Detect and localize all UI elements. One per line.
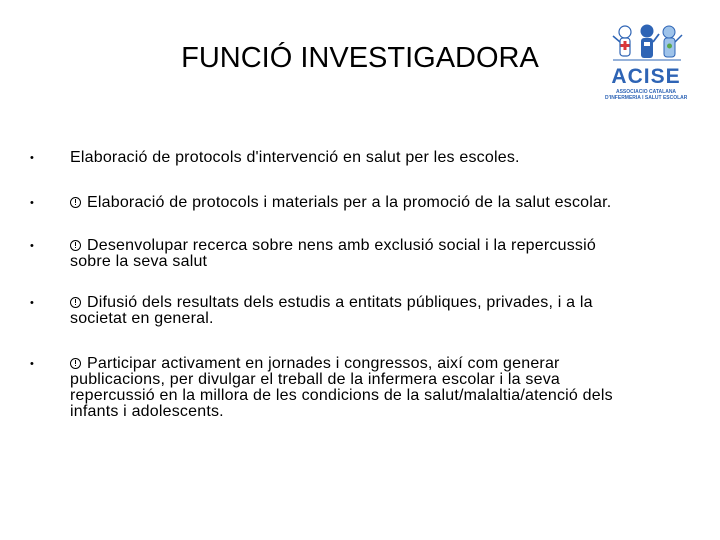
logo-subtitle-line2: D'INFERMERIA I SALUT ESCOLAR xyxy=(605,95,687,101)
acise-logo xyxy=(603,22,689,118)
bullet-line: societat en general. xyxy=(70,310,214,327)
clock-icon xyxy=(70,297,81,308)
logo-wordmark: ACISE xyxy=(611,65,681,88)
logo-subtitle-line1: ASSOCIACIÓ CATALANA xyxy=(615,89,677,95)
bullet-line: Elaboració de protocols d'intervenció en salut per les escoles. xyxy=(70,149,520,166)
bullet-line: sobre la seva salut xyxy=(70,253,208,270)
bullet-text xyxy=(70,150,680,166)
bullet-text xyxy=(70,356,680,420)
bullet-line: Difusió dels resultats dels estudis a entitats públiques, privades, i a la xyxy=(87,294,593,311)
bullet-text xyxy=(70,238,680,270)
bullet-line: infants i adolescents. xyxy=(70,403,224,420)
bullet-marker: • xyxy=(30,297,34,309)
bullet-marker: • xyxy=(30,152,34,164)
logo-figures-icon xyxy=(609,22,685,64)
bullet-line: publicacions, per divulgar el treball de la infermera escolar i la seva xyxy=(70,371,560,388)
clock-icon xyxy=(70,240,81,251)
bullet-line: repercussió en la millora de les condicions de la salut/malaltia/atenció dels xyxy=(70,387,613,404)
bullet-marker: • xyxy=(30,358,34,370)
bullet-line: Desenvolupar recerca sobre nens amb exclusió social i la repercussió xyxy=(87,237,596,254)
clock-icon xyxy=(70,197,81,208)
bullet-marker: • xyxy=(30,240,34,252)
slide-title: FUNCIÓ INVESTIGADORA xyxy=(181,42,539,74)
clock-icon xyxy=(70,358,81,369)
bullet-marker: • xyxy=(30,197,34,209)
bullet-line: Elaboració de protocols i materials per a la promoció de la salut escolar. xyxy=(87,194,612,211)
bullet-line: Participar activament en jornades i congressos, així com generar xyxy=(87,355,560,372)
bullet-text xyxy=(70,195,680,211)
bullet-text xyxy=(70,295,680,327)
